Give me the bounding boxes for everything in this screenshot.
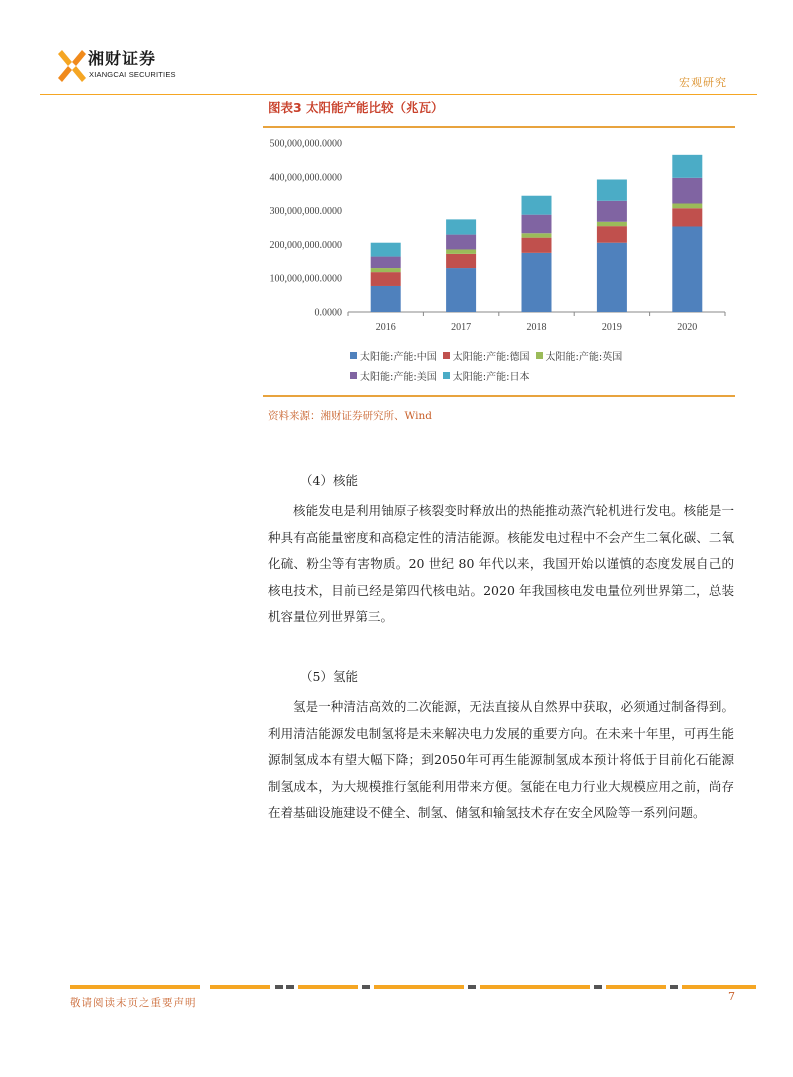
legend-swatch <box>443 372 450 379</box>
bar-segment <box>522 196 552 215</box>
bar-segment <box>446 219 476 234</box>
report-category: 宏观研究 <box>679 76 727 89</box>
legend-label: 太阳能:产能:日本 <box>452 371 530 383</box>
legend-swatch <box>443 352 450 359</box>
y-tick-label: 400,000,000.0000 <box>269 172 342 184</box>
figure-source: 资料来源：湘财证券研究所、Wind <box>268 410 432 422</box>
y-tick-label: 100,000,000.0000 <box>269 273 342 285</box>
bar-segment <box>672 155 702 178</box>
bar-segment <box>446 268 476 312</box>
bar-segment <box>522 238 552 253</box>
logo-text-en: XIANGCAI SECURITIES <box>89 70 176 79</box>
bar-segment <box>672 204 702 209</box>
legend-label: 太阳能:产能:德国 <box>452 351 530 363</box>
y-tick-label: 200,000,000.0000 <box>269 239 342 251</box>
legend-swatch <box>350 372 357 379</box>
bar-segment <box>672 178 702 204</box>
bar-segment <box>371 286 401 312</box>
legend-item <box>443 365 530 385</box>
section-heading-nuclear: （4）核能 <box>300 473 358 488</box>
legend-item <box>536 345 623 365</box>
x-tick-label: 2016 <box>375 322 396 333</box>
legend-item <box>350 345 437 365</box>
section-heading-hydrogen: （5）氢能 <box>300 669 358 684</box>
bar-segment <box>522 215 552 234</box>
bar-segment <box>446 249 476 253</box>
x-tick-label: 2018 <box>526 322 547 333</box>
bar-segment <box>597 201 627 222</box>
y-tick-label: 0.0000 <box>314 307 342 319</box>
bar-segment <box>597 180 627 201</box>
header-divider <box>40 94 757 95</box>
bar-segment <box>446 235 476 250</box>
bar-segment <box>597 222 627 226</box>
x-tick-label: 2019 <box>601 322 622 333</box>
legend-label: 太阳能:产能:中国 <box>360 351 437 363</box>
legend-item <box>443 345 530 365</box>
paragraph-nuclear: 核能发电是利用铀原子核裂变时释放出的热能推动蒸汽轮机进行发电。核能是一种具有高能量密度和高稳定性的清洁能源。核能发电过程中不会产生二氧化碳、二氧化硫、粉尘等有害物质。20 世纪 80 年代以来，我国开始以谨慎的态度发展自己的核电技术，目前已经是第四代核电站。2020 年我国核电发电量位列世界第二，总装机容量位列世界第三。 <box>268 503 734 625</box>
legend-swatch <box>536 352 543 359</box>
figure-title: 图表3 太阳能产能比较（兆瓦） <box>268 100 444 115</box>
y-tick-label: 500,000,000.0000 <box>269 138 342 150</box>
legend-swatch <box>350 352 357 359</box>
x-tick-label: 2020 <box>677 322 698 333</box>
company-logo <box>58 44 218 90</box>
legend-label: 太阳能:产能:英国 <box>545 351 623 363</box>
bar-segment <box>371 257 401 268</box>
paragraph-hydrogen: 氢是一种清洁高效的二次能源，无法直接从自然界中获取，必须通过制备得到。利用清洁能源发电制氢将是未来解决电力发展的重要方向。在未来十年里，可再生能源制氢成本有望大幅下降；到2050年可再生能源制氢成本预计将低于目前化石能源制氢成本，为大规模推行氢能利用带来方便。氢能在电力行业大规模应用之前，尚存在着基础设施建设不健全、制氢、储氢和输氢技术存在安全风险等一系列问题。 <box>268 699 734 821</box>
bar-segment <box>597 226 627 243</box>
figure-bottom-rule <box>263 395 735 397</box>
legend-item <box>350 365 437 385</box>
page-number: 7 <box>728 990 735 1003</box>
logo-mark-icon <box>58 46 86 86</box>
footer-stripe <box>70 985 756 989</box>
y-tick-label: 300,000,000.0000 <box>269 206 342 218</box>
bar-segment <box>446 254 476 268</box>
footer-disclaimer: 敬请阅读末页之重要声明 <box>70 997 197 1009</box>
bar-segment <box>522 253 552 312</box>
logo-text-cn: 湘财证券 <box>88 49 157 68</box>
bar-segment <box>672 226 702 312</box>
chart-legend <box>350 345 680 385</box>
bar-segment <box>371 243 401 257</box>
bar-segment <box>597 243 627 312</box>
bar-segment <box>371 268 401 272</box>
bar-segment <box>371 272 401 286</box>
legend-label: 太阳能:产能:美国 <box>360 371 437 383</box>
bar-segment <box>672 208 702 226</box>
bar-segment <box>522 233 552 237</box>
x-tick-label: 2017 <box>451 322 472 333</box>
